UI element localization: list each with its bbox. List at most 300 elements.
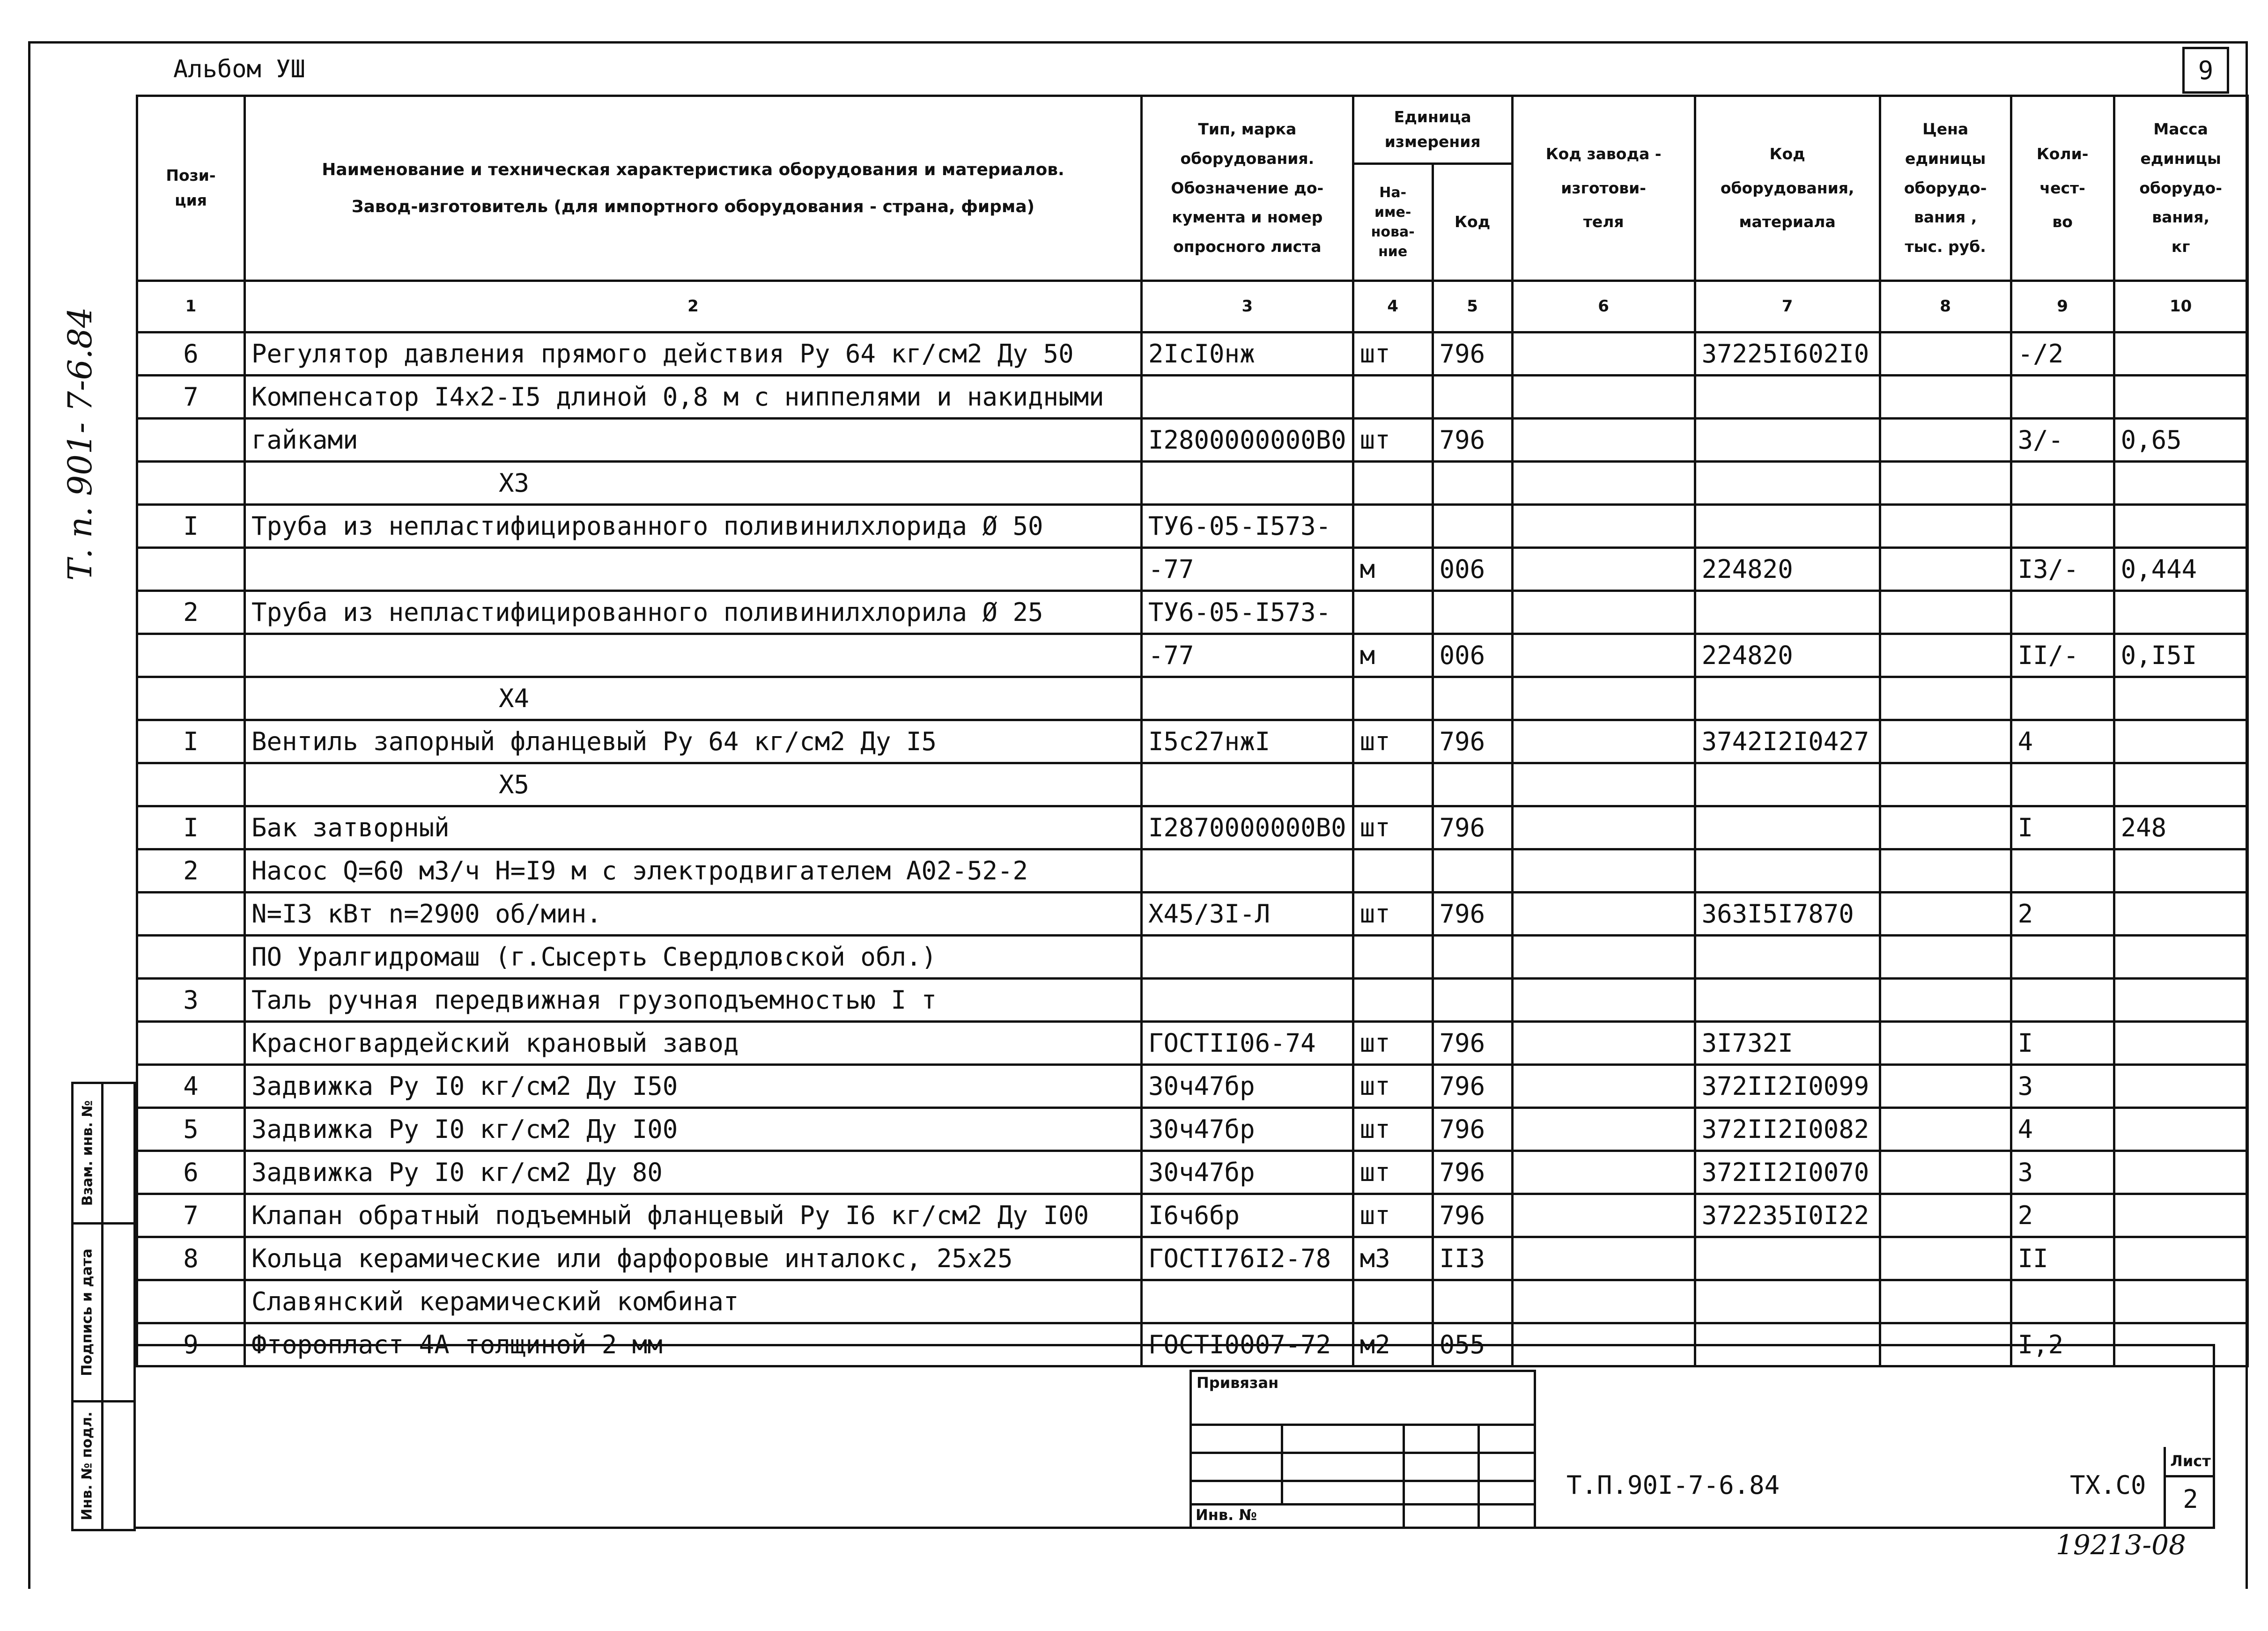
cell-mass [2114, 720, 2247, 763]
cell-equipment-code [1695, 505, 1880, 548]
cell-plant-code [1512, 1237, 1695, 1280]
cell-position: 3 [137, 979, 245, 1022]
cell-plant-code [1512, 376, 1695, 419]
cell-equipment-code: 372II2I0099 [1695, 1065, 1880, 1108]
cell-type: I6ч6бр [1142, 1194, 1353, 1237]
cell-unit: шт [1353, 806, 1433, 849]
cell-type: Х45/3I-Л [1142, 893, 1353, 936]
cell-price [1880, 936, 2011, 979]
cell-type [1142, 1280, 1353, 1323]
cell-quantity [2011, 462, 2114, 505]
cell-name: Х5 [245, 763, 1142, 806]
cell-equipment-code [1695, 849, 1880, 893]
cell-price [1880, 591, 2011, 634]
cell-plant-code [1512, 806, 1695, 849]
cell-mass [2114, 1065, 2247, 1108]
header-price: Цена единицы оборудо- вания , тыс. руб. [1880, 96, 2011, 281]
cell-unit-code: 055 [1433, 1323, 1512, 1366]
cell-equipment-code [1695, 806, 1880, 849]
cell-type: I5с27нжI [1142, 720, 1353, 763]
sheet-number-box [2182, 47, 2229, 94]
cell-unit-code [1433, 591, 1512, 634]
cell-name: Кольца керамические или фарфоровые инталокс, 25х25 [245, 1237, 1142, 1280]
cell-plant-code [1512, 462, 1695, 505]
cell-unit-code: 796 [1433, 1151, 1512, 1194]
cell-plant-code [1512, 763, 1695, 806]
cell-unit-code [1433, 979, 1512, 1022]
cell-unit-code: 796 [1433, 1022, 1512, 1065]
cell-mass [2114, 505, 2247, 548]
grid-line [1192, 1480, 1534, 1482]
header-position: Пози- ция [137, 96, 245, 281]
cell-name: Регулятор давления прямого действия Ру 64 кг/см2 Ду 50 [245, 332, 1142, 376]
table-row [137, 806, 2248, 849]
cell-quantity: I3/- [2011, 548, 2114, 591]
cell-quantity: I [2011, 1022, 2114, 1065]
cell-equipment-code: 363I5I7870 [1695, 893, 1880, 936]
cell-price [1880, 419, 2011, 462]
cell-plant-code [1512, 849, 1695, 893]
column-number: 2 [245, 281, 1142, 332]
cell-unit: шт [1353, 1108, 1433, 1151]
cell-mass [2114, 1237, 2247, 1280]
cell-name: гайками [245, 419, 1142, 462]
cell-unit-code [1433, 936, 1512, 979]
cell-quantity: 4 [2011, 720, 2114, 763]
table-row [137, 462, 2248, 505]
cell-price [1880, 376, 2011, 419]
cell-quantity [2011, 849, 2114, 893]
cell-type: 30ч47бр [1142, 1108, 1353, 1151]
cell-unit-code: 796 [1433, 332, 1512, 376]
grid-line [1192, 1424, 1534, 1426]
grid-line [1192, 1503, 1534, 1506]
cell-equipment-code [1695, 462, 1880, 505]
cell-price [1880, 720, 2011, 763]
column-number-row [137, 281, 2248, 332]
cell-quantity: 2 [2011, 893, 2114, 936]
cell-quantity [2011, 936, 2114, 979]
cell-unit [1353, 462, 1433, 505]
cell-equipment-code: 372II2I0070 [1695, 1151, 1880, 1194]
cell-mass [2114, 591, 2247, 634]
cell-type [1142, 763, 1353, 806]
cell-position [137, 1280, 245, 1323]
cell-name: Славянский керамический комбинат [245, 1280, 1142, 1323]
cell-name: Труба из непластифицированного поливинилхлорила Ø 25 [245, 591, 1142, 634]
cell-unit [1353, 591, 1433, 634]
cell-unit-code [1433, 505, 1512, 548]
cell-type: I2870000000B0 [1142, 806, 1353, 849]
cell-unit [1353, 1280, 1433, 1323]
specification-table [136, 95, 2249, 1367]
privyazan-label: Привязан [1197, 1374, 1279, 1392]
cell-price [1880, 1022, 2011, 1065]
cell-mass [2114, 1022, 2247, 1065]
header-quantity: Коли- чест- во [2011, 96, 2114, 281]
cell-unit [1353, 979, 1433, 1022]
document-code: Т.П.90I-7-6.84 [1566, 1470, 1780, 1500]
cell-plant-code [1512, 419, 1695, 462]
cell-price [1880, 893, 2011, 936]
table-row [137, 849, 2248, 893]
cell-unit: шт [1353, 720, 1433, 763]
cell-price [1880, 763, 2011, 806]
cell-mass [2114, 936, 2247, 979]
cell-unit [1353, 505, 1433, 548]
cell-type: -77 [1142, 548, 1353, 591]
cell-unit [1353, 763, 1433, 806]
cell-mass [2114, 332, 2247, 376]
cell-name [245, 548, 1142, 591]
table-row [137, 1194, 2248, 1237]
sheet-value: 2 [2183, 1484, 2198, 1514]
table-row [137, 376, 2248, 419]
cell-position: 8 [137, 1237, 245, 1280]
cell-unit [1353, 677, 1433, 720]
cell-unit: м2 [1353, 1323, 1433, 1366]
cell-position: 7 [137, 376, 245, 419]
cell-name: Насос Q=60 м3/ч Н=I9 м с электродвигателем А02-52-2 [245, 849, 1142, 893]
inv-no-label: Инв. № [1196, 1506, 1257, 1524]
header-unit-code: Код [1433, 164, 1512, 281]
cell-equipment-code [1695, 376, 1880, 419]
cell-name: Задвижка Ру I0 кг/см2 Ду 80 [245, 1151, 1142, 1194]
cell-unit-code: 796 [1433, 893, 1512, 936]
cell-unit-code [1433, 849, 1512, 893]
cell-equipment-code [1695, 1237, 1880, 1280]
cell-unit-code: 796 [1433, 1194, 1512, 1237]
cell-position [137, 419, 245, 462]
cell-unit-code: 796 [1433, 1065, 1512, 1108]
cell-mass [2114, 376, 2247, 419]
cell-price [1880, 462, 2011, 505]
cell-unit: шт [1353, 332, 1433, 376]
cell-quantity: 3/- [2011, 419, 2114, 462]
cell-name: Труба из непластифицированного поливинилхлорида Ø 50 [245, 505, 1142, 548]
cell-mass [2114, 1151, 2247, 1194]
header-unit-group: Единица измерения [1353, 96, 1512, 164]
cell-quantity [2011, 1280, 2114, 1323]
cell-quantity: I [2011, 806, 2114, 849]
cell-plant-code [1512, 936, 1695, 979]
cell-name: Вентиль запорный фланцевый Ру 64 кг/см2 Ду I5 [245, 720, 1142, 763]
cell-plant-code [1512, 1194, 1695, 1237]
cell-type: 30ч47бр [1142, 1065, 1353, 1108]
cell-type: ТУ6-05-I573- [1142, 505, 1353, 548]
table-row [137, 1237, 2248, 1280]
cell-unit [1353, 849, 1433, 893]
cell-unit: шт [1353, 893, 1433, 936]
cell-type: -77 [1142, 634, 1353, 677]
column-number: 7 [1695, 281, 1880, 332]
cell-position [137, 677, 245, 720]
cell-unit-code: 796 [1433, 1108, 1512, 1151]
cell-equipment-code: 37225I602I0 [1695, 332, 1880, 376]
cell-unit-code: 006 [1433, 634, 1512, 677]
cell-name: Компенсатор I4х2-I5 длиной 0,8 м с ниппелями и накидными [245, 376, 1142, 419]
header-unit-name: На- име- нова- ние [1353, 164, 1433, 281]
cell-quantity: 3 [2011, 1151, 2114, 1194]
cell-plant-code [1512, 332, 1695, 376]
album-title: Альбом УШ [173, 55, 305, 83]
cell-position: 4 [137, 1065, 245, 1108]
column-number: 10 [2114, 281, 2247, 332]
cell-price [1880, 548, 2011, 591]
cell-mass [2114, 677, 2247, 720]
cell-quantity: 3 [2011, 1065, 2114, 1108]
cell-unit: шт [1353, 1194, 1433, 1237]
cell-price [1880, 1237, 2011, 1280]
cell-type [1142, 849, 1353, 893]
cell-position: I [137, 720, 245, 763]
cell-position: 5 [137, 1108, 245, 1151]
cell-price [1880, 1065, 2011, 1108]
header-name: Наименование и техническая характеристика оборудования и материалов. Завод-изготовитель (для импортного оборудования - страна, фирма) [245, 96, 1142, 281]
stamp-label: Инв. № подл. [79, 1411, 96, 1520]
cell-unit: м3 [1353, 1237, 1433, 1280]
cell-position: 6 [137, 1151, 245, 1194]
stamp-original-inv [74, 1402, 133, 1529]
cell-unit-code [1433, 462, 1512, 505]
cell-equipment-code [1695, 419, 1880, 462]
cell-position: 2 [137, 591, 245, 634]
cell-quantity: II/- [2011, 634, 2114, 677]
cell-plant-code [1512, 677, 1695, 720]
sheet-label: Лист [2166, 1447, 2215, 1477]
stamp-signature-date [74, 1225, 133, 1402]
bottom-area [136, 1344, 2215, 1529]
cell-position [137, 763, 245, 806]
cell-mass [2114, 893, 2247, 936]
cell-price [1880, 634, 2011, 677]
cell-plant-code [1512, 1280, 1695, 1323]
table-row [137, 1108, 2248, 1151]
cell-equipment-code [1695, 936, 1880, 979]
grid-line [1281, 1424, 1283, 1503]
cell-position: 7 [137, 1194, 245, 1237]
cell-quantity: II [2011, 1237, 2114, 1280]
cell-plant-code [1512, 591, 1695, 634]
cell-mass [2114, 1194, 2247, 1237]
table-row [137, 1065, 2248, 1108]
cell-equipment-code: 224820 [1695, 634, 1880, 677]
cell-unit: м [1353, 634, 1433, 677]
cell-position [137, 462, 245, 505]
column-number: 4 [1353, 281, 1433, 332]
cell-name: Задвижка Ру I0 кг/см2 Ду I00 [245, 1108, 1142, 1151]
cell-plant-code [1512, 548, 1695, 591]
cell-position: I [137, 806, 245, 849]
stamp-label: Взам. инв. № [79, 1100, 96, 1206]
table-row [137, 1280, 2248, 1323]
column-number: 6 [1512, 281, 1695, 332]
cell-plant-code [1512, 979, 1695, 1022]
table-row [137, 677, 2248, 720]
cell-plant-code [1512, 720, 1695, 763]
table-row [137, 1022, 2248, 1065]
column-number: 5 [1433, 281, 1512, 332]
table-row [137, 591, 2248, 634]
cell-unit-code [1433, 763, 1512, 806]
cell-position [137, 936, 245, 979]
table-row [137, 893, 2248, 936]
cell-type: ГОСТI0007-72 [1142, 1323, 1353, 1366]
stamp-replaced-inv [74, 1084, 133, 1225]
cell-position: I [137, 505, 245, 548]
cell-position [137, 548, 245, 591]
cell-type: I2800000000B0 [1142, 419, 1353, 462]
cell-price [1880, 849, 2011, 893]
cell-type: 30ч47бр [1142, 1151, 1353, 1194]
cell-type: ГОСТI76I2-78 [1142, 1237, 1353, 1280]
stamp-label: Подпись и дата [79, 1248, 96, 1376]
cell-type [1142, 376, 1353, 419]
cell-mass: 0,444 [2114, 548, 2247, 591]
cell-unit [1353, 376, 1433, 419]
cell-equipment-code [1695, 763, 1880, 806]
table-row [137, 1151, 2248, 1194]
cell-price [1880, 1194, 2011, 1237]
table-row [137, 505, 2248, 548]
handwritten-number: 19213-08 [2056, 1529, 2186, 1561]
table-row [137, 548, 2248, 591]
cell-equipment-code: 3742I2I0427 [1695, 720, 1880, 763]
cell-price [1880, 505, 2011, 548]
cell-type: ГОСТII06-74 [1142, 1022, 1353, 1065]
column-number: 1 [137, 281, 245, 332]
column-number: 9 [2011, 281, 2114, 332]
cell-price [1880, 677, 2011, 720]
sheet-box [2164, 1447, 2215, 1529]
cell-position: 2 [137, 849, 245, 893]
cell-quantity [2011, 677, 2114, 720]
cell-mass [2114, 763, 2247, 806]
cell-type [1142, 462, 1353, 505]
cell-equipment-code [1695, 677, 1880, 720]
cell-name: Х3 [245, 462, 1142, 505]
cell-equipment-code: 372235I0I22 [1695, 1194, 1880, 1237]
cell-name: Клапан обратный подъемный фланцевый Ру I6 кг/см2 Ду I00 [245, 1194, 1142, 1237]
cell-quantity: -/2 [2011, 332, 2114, 376]
cell-plant-code [1512, 893, 1695, 936]
cell-quantity: 2 [2011, 1194, 2114, 1237]
left-stamp [71, 1082, 136, 1531]
header-equipment-code: Код оборудования, материала [1695, 96, 1880, 281]
grid-line [1403, 1424, 1405, 1529]
cell-position [137, 1022, 245, 1065]
cell-unit-code: 796 [1433, 720, 1512, 763]
cell-mass [2114, 462, 2247, 505]
cell-type: ТУ6-05-I573- [1142, 591, 1353, 634]
cell-mass: 0,65 [2114, 419, 2247, 462]
cell-unit [1353, 936, 1433, 979]
cell-name: Фторопласт 4А толщиной 2 мм [245, 1323, 1142, 1366]
cell-position [137, 893, 245, 936]
table-row [137, 720, 2248, 763]
cell-quantity [2011, 979, 2114, 1022]
cell-mass [2114, 1280, 2247, 1323]
grid-line [1478, 1424, 1480, 1529]
cell-unit: шт [1353, 1022, 1433, 1065]
document-mark: ТХ.С0 [2070, 1470, 2146, 1500]
table-body [137, 332, 2248, 1366]
sheet-number: 9 [2198, 55, 2214, 85]
table-row [137, 634, 2248, 677]
cell-quantity: 4 [2011, 1108, 2114, 1151]
cell-plant-code [1512, 1108, 1695, 1151]
header-plant-code: Код завода - изготови- теля [1512, 96, 1695, 281]
column-number: 3 [1142, 281, 1353, 332]
column-number: 8 [1880, 281, 2011, 332]
cell-unit-code [1433, 376, 1512, 419]
cell-plant-code [1512, 1151, 1695, 1194]
table-row [137, 419, 2248, 462]
cell-type [1142, 936, 1353, 979]
cell-equipment-code: 224820 [1695, 548, 1880, 591]
header-type: Тип, марка оборудования. Обозначение до- кумента и номер опросного листа [1142, 96, 1353, 281]
cell-unit: шт [1353, 419, 1433, 462]
cell-unit: шт [1353, 1065, 1433, 1108]
table-row [137, 936, 2248, 979]
cell-plant-code [1512, 634, 1695, 677]
cell-unit-code: 796 [1433, 806, 1512, 849]
cell-mass [2114, 979, 2247, 1022]
cell-name: Бак затворный [245, 806, 1142, 849]
cell-price [1880, 1280, 2011, 1323]
cell-plant-code [1512, 1065, 1695, 1108]
cell-price [1880, 1108, 2011, 1151]
cell-unit-code: II3 [1433, 1237, 1512, 1280]
privyazan-block [1189, 1370, 1536, 1529]
cell-name: Х4 [245, 677, 1142, 720]
cell-unit-code [1433, 1280, 1512, 1323]
cell-position: 9 [137, 1323, 245, 1366]
cell-equipment-code: 372II2I0082 [1695, 1108, 1880, 1151]
cell-name: N=I3 кВт n=2900 об/мин. [245, 893, 1142, 936]
cell-name [245, 634, 1142, 677]
cell-equipment-code [1695, 591, 1880, 634]
cell-quantity [2011, 763, 2114, 806]
cell-unit-code: 006 [1433, 548, 1512, 591]
cell-position: 6 [137, 332, 245, 376]
cell-equipment-code: 3I732I [1695, 1022, 1880, 1065]
cell-type [1142, 677, 1353, 720]
cell-name: ПО Уралгидромаш (г.Сысерть Свердловской обл.) [245, 936, 1142, 979]
table-row [137, 332, 2248, 376]
cell-equipment-code [1695, 979, 1880, 1022]
grid-line [1192, 1452, 1534, 1454]
cell-mass [2114, 1108, 2247, 1151]
cell-type [1142, 979, 1353, 1022]
cell-price [1880, 979, 2011, 1022]
cell-type: 2IcI0нж [1142, 332, 1353, 376]
cell-plant-code [1512, 505, 1695, 548]
cell-position [137, 634, 245, 677]
cell-name: Задвижка Ру I0 кг/см2 Ду I50 [245, 1065, 1142, 1108]
table-row [137, 979, 2248, 1022]
header-mass: Масса единицы оборудо- вания, кг [2114, 96, 2247, 281]
cell-name: Красногвардейский крановый завод [245, 1022, 1142, 1065]
side-note: Т. п. 901- 7-6.84 [61, 307, 99, 581]
cell-unit: шт [1353, 1151, 1433, 1194]
cell-mass: 248 [2114, 806, 2247, 849]
cell-mass [2114, 849, 2247, 893]
cell-plant-code [1512, 1022, 1695, 1065]
cell-price [1880, 332, 2011, 376]
cell-equipment-code [1695, 1280, 1880, 1323]
cell-unit-code: 796 [1433, 419, 1512, 462]
